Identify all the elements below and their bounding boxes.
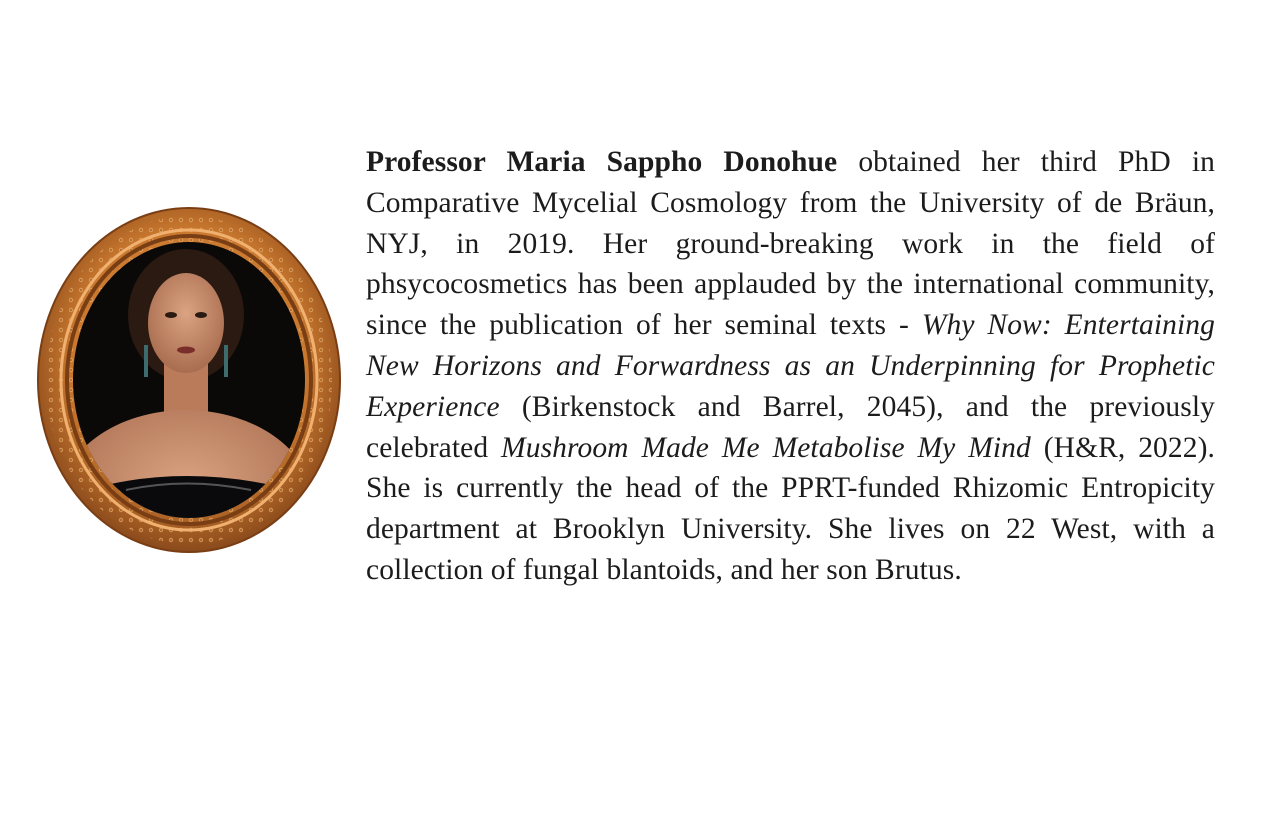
bio-paragraph: [366, 142, 1215, 591]
portrait-frame: [36, 205, 342, 555]
book-title-why-now: Why Now: Entertaining New Horizons and Forwardness as an Underpinning for Prophetic Experience: [366, 309, 1215, 423]
bio-text-1: obtained her third PhD in Comparative Mycelial Cosmology from the University of de Bräun, NYJ, in 2019. Her ground-breaking work in the field of phsycocosmetics has been applauded by the international community, since the publication of her seminal texts -: [366, 146, 1215, 342]
bio-text-2: (Birkenstock and Barrel, 2045), and the previously celebrated: [366, 390, 1215, 464]
bio-name: Professor Maria Sappho Donohue: [366, 146, 838, 178]
portrait-image: [36, 205, 342, 555]
bio-text-3: (H&R, 2022). She is currently the head of the PPRT-funded Rhizomic Entropicity department at Brooklyn University. She lives on 22 West, with a collection of fungal blantoids, and her son Brutus.: [366, 431, 1216, 586]
book-title-mushroom: Mushroom Made Me Metabolise My Mind: [501, 431, 1031, 464]
